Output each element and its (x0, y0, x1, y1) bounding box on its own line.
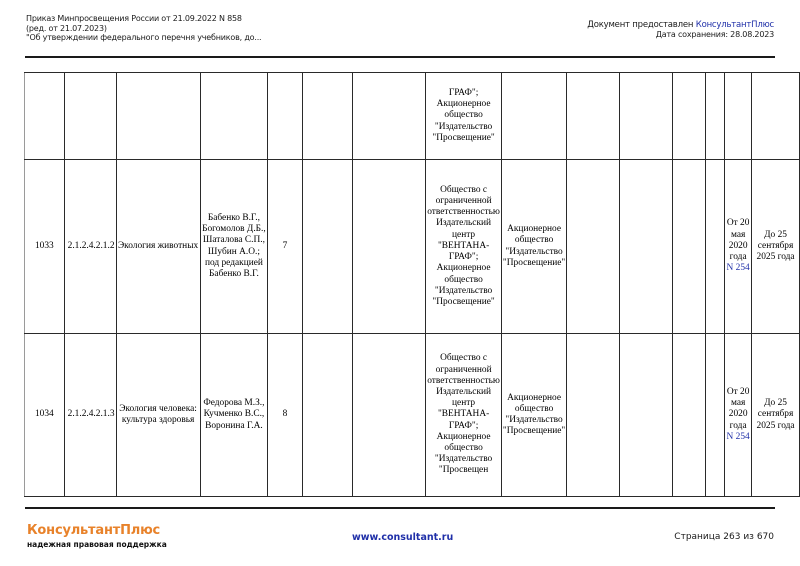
cell-col11 (620, 160, 673, 334)
cell-col10 (567, 334, 620, 497)
cell-title: Экология человека: культура здоровья (116, 334, 200, 497)
table-row (25, 160, 800, 334)
order-date: От 20 мая 2020 года (726, 386, 750, 431)
table-row-continuation (25, 73, 800, 160)
cell-number: 1034 (25, 334, 65, 497)
cell-number: 1033 (25, 160, 65, 334)
cell-empty (116, 73, 200, 160)
footer-brand-logo: КонсультантПлюс (27, 523, 161, 538)
cell-empty (302, 73, 352, 160)
cell-col13 (705, 334, 725, 497)
header-line-1: Приказ Минпросвещения России от 21.09.2022 N 858 (26, 14, 242, 23)
header-line-2: (ред. от 21.07.2023) (26, 23, 107, 33)
cell-empty (200, 73, 268, 160)
cell-empty (705, 73, 725, 160)
header-line-3: "Об утверждении федерального перечня учебников, до... (26, 33, 262, 42)
cell-col7 (352, 334, 426, 497)
cell-authors: Федорова М.З., Кучменко В.С., Воронина Г.А. (200, 334, 268, 497)
cell-publisher-continued: ГРАФ"; Акционерное общество "Издательство "Просвещение" (426, 73, 502, 160)
document-provider-info (587, 20, 774, 40)
cell-empty (268, 73, 302, 160)
footer-divider (25, 507, 775, 509)
cell-col12 (673, 160, 705, 334)
cell-empty (64, 73, 116, 160)
cell-order (725, 160, 752, 334)
cell-empty (673, 73, 705, 160)
cell-col6 (302, 160, 352, 334)
save-date: Дата сохранения: 28.08.2023 (655, 30, 774, 39)
cell-col11 (620, 334, 673, 497)
cell-grade: 8 (268, 334, 302, 497)
provider-prefix: Документ предоставлен (587, 20, 696, 30)
order-link[interactable]: N 254 (726, 431, 750, 442)
cell-empty (725, 73, 752, 160)
cell-valid-until: До 25 сентября 2025 года (752, 160, 800, 334)
cell-order (725, 334, 752, 497)
cell-grade: 7 (268, 160, 302, 334)
order-link[interactable]: N 254 (726, 263, 750, 274)
cell-publisher: Общество с ограниченной ответственностью Издательский центр "ВЕНТАНА-ГРАФ"; Акционерное общество "Издательство "Просвещение" (426, 160, 502, 334)
provider-brand-link[interactable]: КонсультантПлюс (695, 20, 774, 30)
cell-manufacturer: Акционерное общество "Издательство "Просвещение" (501, 160, 566, 334)
cell-col10 (567, 160, 620, 334)
cell-col13 (705, 160, 725, 334)
table-row (25, 334, 800, 497)
document-header-title (26, 14, 261, 43)
footer-tagline: надежная правовая поддержка (27, 540, 167, 549)
cell-empty (620, 73, 673, 160)
cell-publisher: Общество с ограниченной ответственностью Издательский центр "ВЕНТАНА-ГРАФ"; Акционерное общество "Издательство "Просвещен (426, 334, 502, 497)
cell-col6 (302, 334, 352, 497)
textbook-list-table (24, 72, 800, 497)
cell-valid-until: До 25 сентября 2025 года (752, 334, 800, 497)
cell-empty (352, 73, 426, 160)
cell-empty (752, 73, 800, 160)
cell-col7 (352, 160, 426, 334)
cell-authors: Бабенко В.Г., Богомолов Д.Б., Шаталова С.П., Шубин А.О.; под редакцией Бабенко В.Г. (200, 160, 268, 334)
cell-manufacturer: Акционерное общество "Издательство "Просвещение" (501, 334, 566, 497)
header-divider (25, 56, 775, 58)
cell-empty (501, 73, 566, 160)
footer-website-link[interactable]: www.consultant.ru (352, 532, 454, 543)
page-number: Страница 263 из 670 (674, 532, 774, 542)
cell-empty (25, 73, 65, 160)
cell-title: Экология животных (116, 160, 200, 334)
cell-empty (567, 73, 620, 160)
cell-col12 (673, 334, 705, 497)
order-date: От 20 мая 2020 года (726, 218, 750, 263)
cell-code: 2.1.2.4.2.1.3 (64, 334, 116, 497)
cell-code: 2.1.2.4.2.1.2 (64, 160, 116, 334)
